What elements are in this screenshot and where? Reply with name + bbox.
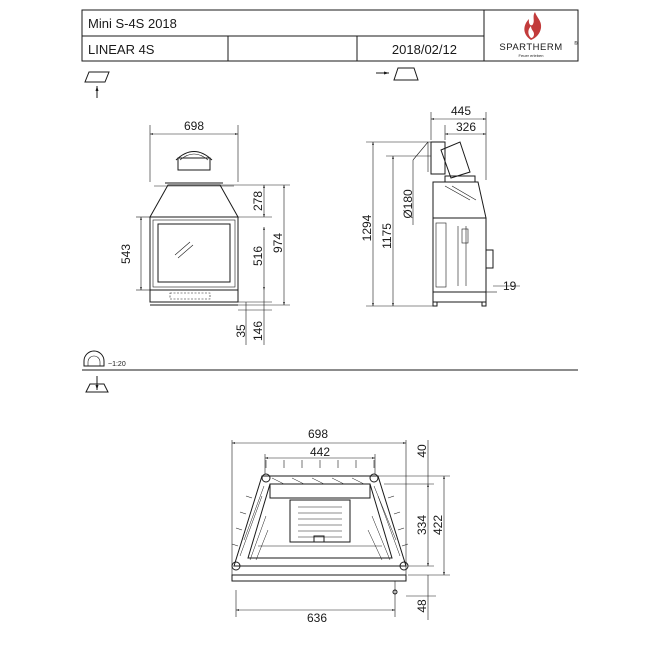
front-feet-height-label: 35: [234, 324, 248, 338]
front-base-height-label: 146: [251, 320, 265, 342]
side-body: [433, 218, 486, 292]
side-view-symbol: [376, 68, 418, 80]
front-width-label: 698: [183, 119, 205, 133]
series-name: LINEAR 4S: [88, 42, 155, 57]
top-base-width-label: 636: [306, 611, 328, 625]
scale-label: ~1:20: [108, 361, 126, 368]
top-view-drawing: [232, 427, 450, 625]
front-view-symbol: [85, 72, 109, 98]
side-handle-depth-label: 19: [503, 279, 517, 293]
front-hood: [150, 185, 238, 217]
top-view-symbol: [86, 376, 108, 392]
front-view-stove-icon: [85, 72, 109, 82]
front-glass-height-label: 516: [251, 245, 265, 267]
front-total-height-label: 974: [271, 232, 285, 254]
top-view-stove-icon: [84, 351, 104, 366]
top-front-rail: [232, 575, 406, 581]
top-flue-width-label: 442: [309, 445, 331, 459]
side-flue: [431, 142, 445, 174]
side-body-height-label: 1175: [380, 223, 394, 249]
top-depth-total-label: 422: [431, 514, 445, 536]
front-air-grille: [170, 293, 210, 299]
front-hood-height-label: 278: [251, 190, 265, 212]
top-rear-block: [270, 484, 370, 498]
scale-note: [84, 351, 126, 368]
front-glass: [158, 224, 230, 282]
side-hood: [433, 182, 486, 218]
side-total-height-label: 1294: [360, 214, 374, 242]
top-bolt-icon: [370, 474, 378, 482]
title-block: [82, 10, 578, 61]
brand-registered-mark: ®: [574, 41, 578, 47]
top-grate-slots: [298, 507, 342, 537]
side-view-stove-icon: [394, 68, 418, 80]
side-flue-diameter-label: Ø180: [401, 189, 415, 219]
brand-name: SPARTHERM: [499, 42, 563, 53]
side-depth-total-label: 445: [450, 104, 472, 118]
front-flue-collar: [178, 158, 210, 170]
side-door-handle: [486, 250, 493, 268]
top-depth-top-label: 40: [415, 444, 429, 458]
top-depth-front-label: 48: [415, 599, 429, 613]
top-bolt-icon: [262, 474, 270, 482]
brand-tagline: Feuer erleben: [518, 53, 544, 58]
drawing-date: 2018/02/12: [391, 42, 457, 57]
brand-logo: [499, 12, 578, 58]
front-base: [150, 290, 238, 302]
front-body: [150, 217, 238, 290]
top-depth-inner-label: 334: [415, 514, 429, 536]
front-view-drawing: [119, 119, 290, 345]
front-door-height-label: 543: [119, 243, 133, 265]
top-width-label: 698: [307, 427, 329, 441]
top-body-outline: [234, 476, 406, 566]
model-name: Mini S-4S 2018: [88, 16, 177, 31]
top-anchor-ticks: [232, 460, 408, 546]
side-base: [433, 292, 486, 302]
side-view-drawing: [360, 104, 520, 306]
side-depth-body-label: 326: [455, 120, 477, 134]
